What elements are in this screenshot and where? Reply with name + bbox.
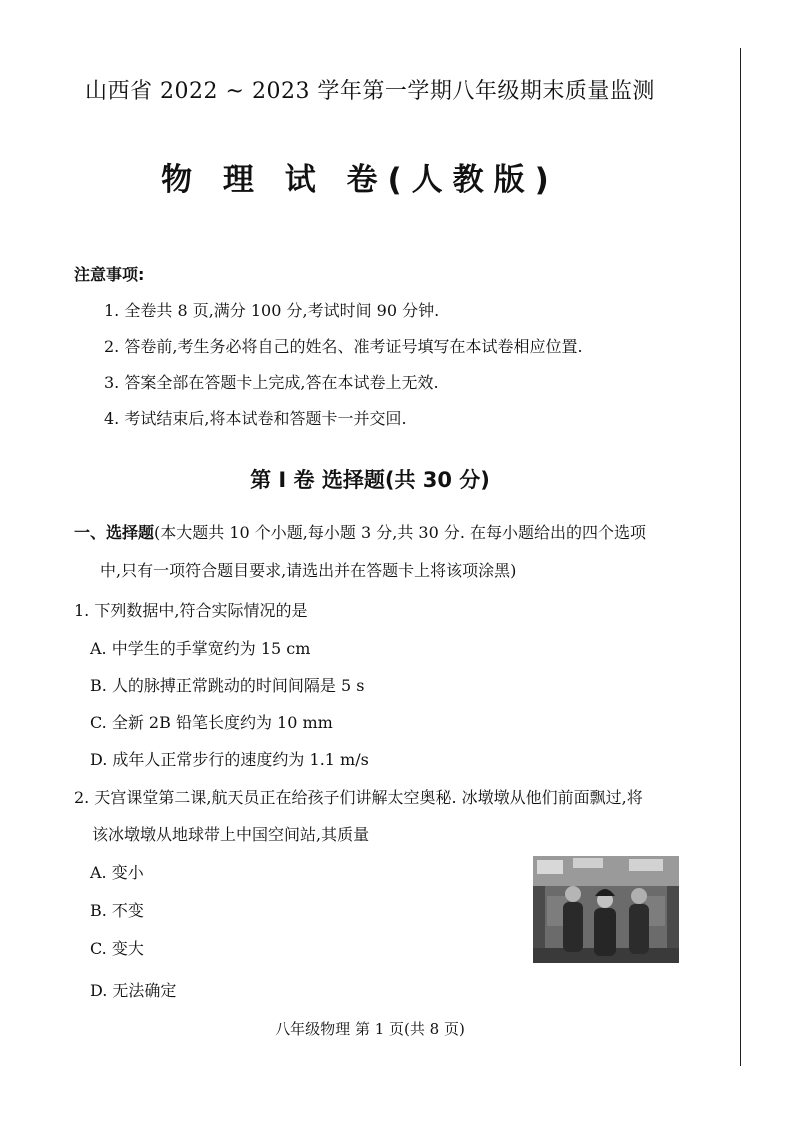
question-1-option-b: B. 人的脉搏正常跳动的时间间隔是 5 s: [90, 676, 365, 695]
notes-heading: 注意事项:: [74, 265, 145, 284]
question-2-option-c: C. 变大: [90, 939, 144, 958]
question-2-option-b: B. 不变: [90, 901, 144, 920]
note-item: 4. 考试结束后,将本试卷和答题卡一并交回.: [104, 409, 407, 428]
part-instruction-cont: 中,只有一项符合题目要求,请选出并在答题卡上将该项涂黑): [100, 561, 517, 580]
page-footer: 八年级物理 第 1 页(共 8 页): [275, 1020, 465, 1038]
question-1-option-a: A. 中学生的手掌宽约为 15 cm: [90, 639, 311, 658]
question-1-option-d: D. 成年人正常步行的速度约为 1.1 m/s: [90, 750, 369, 769]
question-1-stem: 1. 下列数据中,符合实际情况的是: [74, 601, 308, 620]
question-2-stem-cont: 该冰墩墩从地球带上中国空间站,其质量: [92, 825, 370, 844]
note-item: 2. 答卷前,考生务必将自己的姓名、准考证号填写在本试卷相应位置.: [104, 337, 583, 356]
question-2-option-a: A. 变小: [90, 863, 144, 882]
astronaut-photo: [533, 856, 679, 963]
question-2-option-d: D. 无法确定: [90, 981, 177, 1000]
section-title: 第 I 卷 选择题(共 30 分): [250, 468, 490, 492]
margin-rule: [740, 48, 741, 1066]
note-item: 1. 全卷共 8 页,满分 100 分,考试时间 90 分钟.: [104, 301, 440, 320]
part-instruction-text: (本大题共 10 个小题,每小题 3 分,共 30 分. 在每小题给出的四个选项: [154, 523, 647, 542]
part-instruction: [74, 520, 646, 543]
question-2-stem: 2. 天宫课堂第二课,航天员正在给孩子们讲解太空奥秘. 冰墩墩从他们前面飘过,将: [74, 788, 643, 807]
exam-header: 山西省 2022 ~ 2023 学年第一学期八年级期末质量监测: [85, 79, 655, 104]
part-label: 一、选择题: [74, 523, 155, 542]
exam-title: 物 理 试 卷(人教版): [161, 162, 559, 198]
note-item: 3. 答案全部在答题卡上完成,答在本试卷上无效.: [104, 373, 439, 392]
question-1-option-c: C. 全新 2B 铅笔长度约为 10 mm: [90, 713, 333, 732]
